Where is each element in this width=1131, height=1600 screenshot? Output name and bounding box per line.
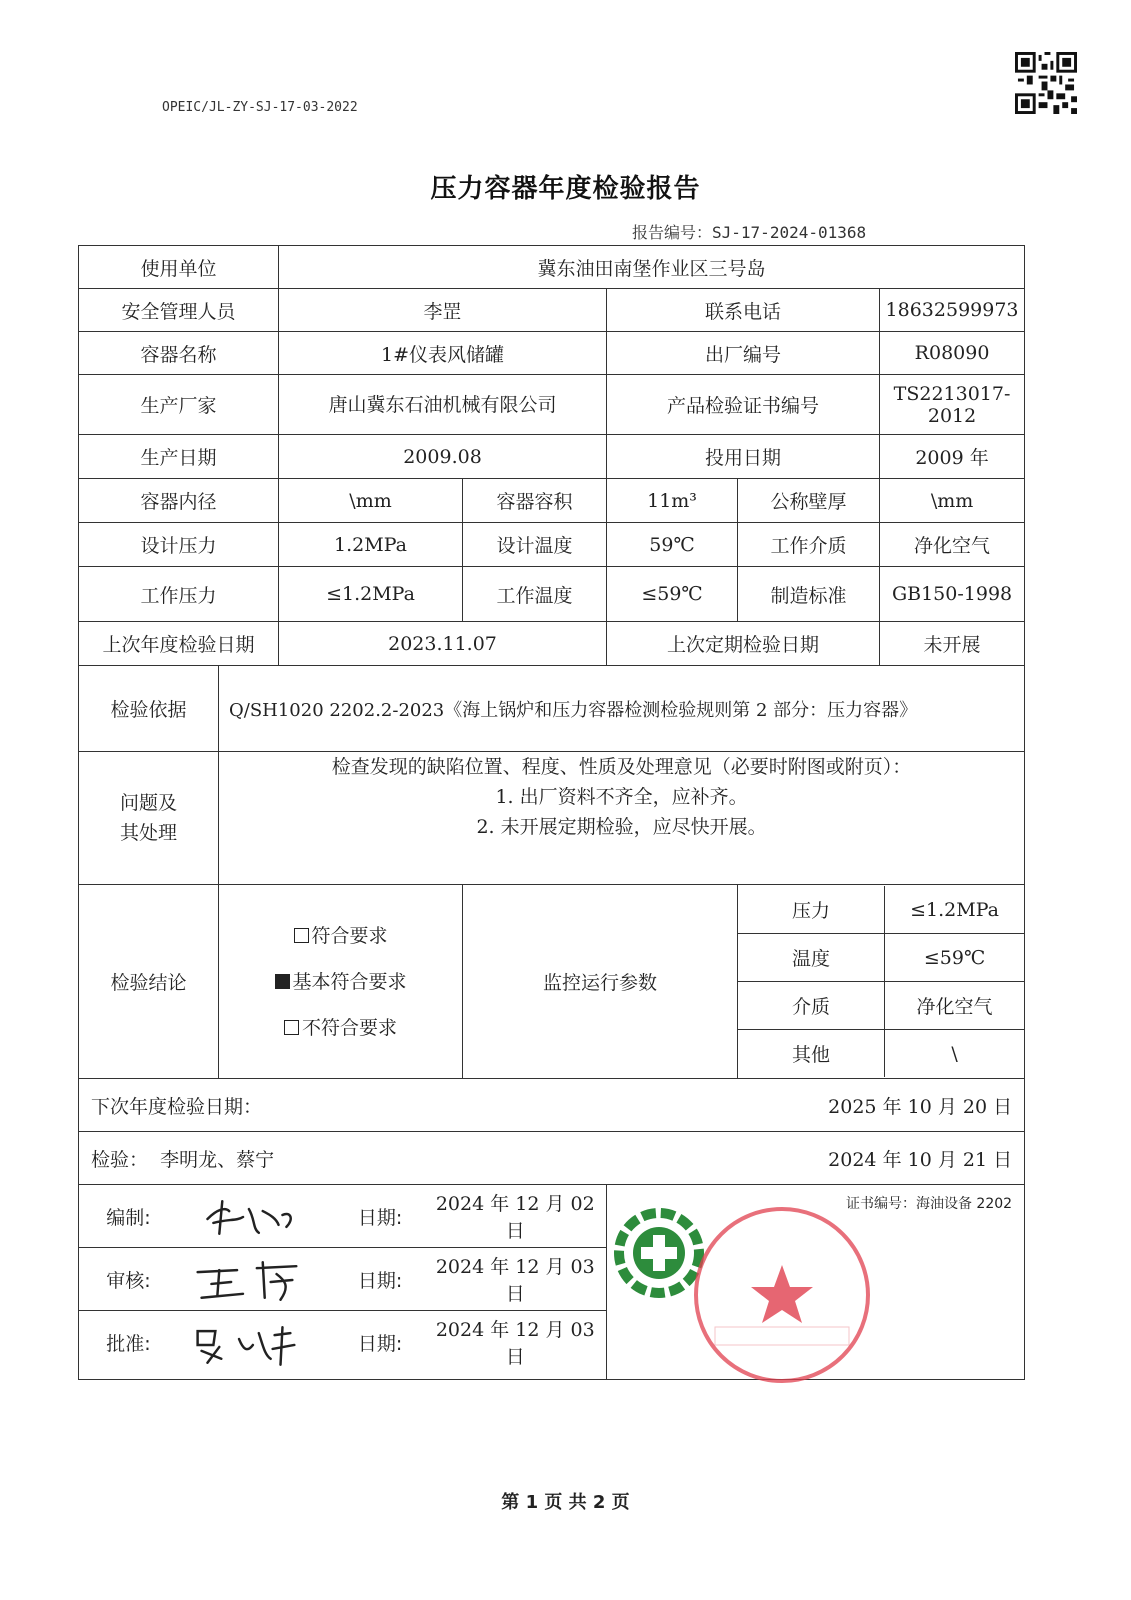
param-pressure-label: 压力 [738, 886, 885, 934]
work-temp-value: ≤59℃ [607, 567, 738, 622]
inspect-date: 2024 年 10 月 21 日 [828, 1148, 1013, 1171]
prepared-signature [168, 1189, 336, 1244]
monitor-params [738, 885, 1025, 1079]
last-annual-value: 2023.11.07 [279, 622, 607, 666]
issue-item: 2. 未开展定期检验，应尽快开展。 [476, 816, 767, 838]
medium-value: 净化空气 [880, 523, 1025, 567]
prepared-date-label: 日期: [357, 1206, 403, 1229]
option-compliant[interactable] [223, 913, 458, 959]
design-pressure-label: 设计压力 [79, 523, 279, 567]
design-temp-label: 设计温度 [463, 523, 607, 567]
prod-date-value: 2009.08 [279, 435, 607, 479]
checkbox-unchecked-icon[interactable] [284, 1020, 299, 1035]
prepared-row [79, 1185, 606, 1248]
standard-value: GB150-1998 [880, 567, 1025, 622]
conclusion-options [219, 885, 463, 1079]
work-pressure-value: ≤1.2MPa [279, 567, 463, 622]
design-temp-value: 59℃ [607, 523, 738, 567]
use-date-value: 2009 年 [880, 435, 1025, 479]
page-footer: 第 1 页 共 2 页 [501, 1492, 630, 1513]
option-noncompliant-label: 不符合要求 [302, 1016, 398, 1039]
option-basically-compliant[interactable] [223, 959, 458, 1005]
checkbox-unchecked-icon[interactable] [294, 928, 309, 943]
volume-label: 容器容积 [463, 479, 607, 523]
reviewed-label: 审核: [106, 1269, 151, 1292]
user-unit-label: 使用单位 [79, 246, 279, 289]
next-date-value: 2025 年 10 月 20 日 [828, 1095, 1013, 1118]
param-medium-label: 介质 [738, 982, 885, 1030]
use-date-label: 投用日期 [607, 435, 880, 479]
reviewed-row [79, 1248, 606, 1311]
manufacturer-value: 唐山冀东石油机械有限公司 [279, 375, 607, 435]
vessel-name-value: 1#仪表风储罐 [279, 332, 607, 375]
phone-value: 18632599973 [880, 289, 1025, 332]
factory-no-label: 出厂编号 [607, 332, 880, 375]
volume-value: 11m³ [607, 479, 738, 523]
user-unit-value: 冀东油田南堡作业区三号岛 [279, 246, 1025, 289]
safety-manager-label: 安全管理人员 [79, 289, 279, 332]
prepared-label: 编制: [106, 1206, 151, 1229]
param-temp-label: 温度 [738, 934, 885, 982]
signature-block [79, 1185, 607, 1380]
prod-date-label: 生产日期 [79, 435, 279, 479]
param-other-value: \ [885, 1030, 1025, 1078]
report-title: 压力容器年度检验报告 [430, 174, 701, 204]
company-seal-icon [667, 1199, 897, 1384]
report-number-value: SJ-17-2024-01368 [712, 223, 867, 242]
cert-value: TS2213017-2012 [880, 375, 1025, 435]
reviewed-signature [168, 1252, 336, 1307]
issues-intro: 检查发现的缺陷位置、程度、性质及处理意见（必要时附图或附页）： [331, 756, 912, 778]
option-compliant-label: 符合要求 [311, 924, 388, 947]
last-annual-label: 上次年度检验日期 [79, 622, 279, 666]
work-temp-label: 工作温度 [463, 567, 607, 622]
next-date-label: 下次年度检验日期： [91, 1095, 263, 1118]
design-pressure-value: 1.2MPa [279, 523, 463, 567]
issues-content [219, 752, 1025, 885]
inspector-label: 检验： [91, 1148, 149, 1171]
param-medium-value: 净化空气 [885, 982, 1025, 1030]
approved-signature [168, 1315, 336, 1370]
standard-label: 制造标准 [738, 567, 880, 622]
manufacturer-label: 生产厂家 [79, 375, 279, 435]
qr-code-icon [1015, 52, 1077, 114]
vessel-name-label: 容器名称 [79, 332, 279, 375]
factory-no-value: R08090 [880, 332, 1025, 375]
param-pressure-value: ≤1.2MPa [885, 886, 1025, 934]
cert-label: 产品检验证书编号 [607, 375, 880, 435]
reviewed-date-label: 日期: [357, 1269, 403, 1292]
option-noncompliant[interactable] [223, 1005, 458, 1051]
seal-area [607, 1185, 1025, 1380]
basis-label: 检验依据 [79, 666, 219, 752]
issue-item: 1. 出厂资料不齐全，应补齐。 [495, 786, 748, 808]
issues-label-line1: 问题及 [119, 792, 177, 814]
wall-value: \mm [880, 479, 1025, 523]
safety-manager-value: 李罡 [279, 289, 607, 332]
cert-number: 证书编号：海油设备 2202 [845, 1196, 1013, 1212]
report-number-label: 报告编号： [632, 223, 713, 242]
issues-label-line2: 其处理 [119, 822, 177, 844]
inspection-table [78, 245, 1025, 1380]
work-pressure-label: 工作压力 [79, 567, 279, 622]
checkbox-checked-icon[interactable] [275, 974, 290, 989]
monitor-label: 监控运行参数 [463, 885, 738, 1079]
next-inspection-row [79, 1079, 1025, 1132]
basis-value: Q/SH1020 2202.2-2023《海上锅炉和压力容器检测检验规则第 2 部分：压力容器》 [219, 666, 1025, 752]
wall-label: 公称壁厚 [738, 479, 880, 523]
report-number [632, 220, 866, 243]
param-other-label: 其他 [738, 1030, 885, 1078]
conclusion-label: 检验结论 [79, 885, 219, 1079]
issues-label [79, 752, 219, 885]
param-temp-value: ≤59℃ [885, 934, 1025, 982]
last-periodic-label: 上次定期检验日期 [607, 622, 880, 666]
phone-label: 联系电话 [607, 289, 880, 332]
approved-row [79, 1311, 606, 1373]
option-basically-compliant-label: 基本符合要求 [292, 970, 407, 993]
medium-label: 工作介质 [738, 523, 880, 567]
approved-date-label: 日期: [357, 1332, 403, 1355]
inspector-names: 李明龙、蔡宁 [160, 1148, 275, 1171]
document-code: OPEIC/JL-ZY-SJ-17-03-2022 [162, 100, 358, 115]
prepared-date: 2024 年 12 月 02 日 [435, 1193, 595, 1242]
reviewed-date: 2024 年 12 月 03 日 [435, 1256, 595, 1305]
last-periodic-value: 未开展 [880, 622, 1025, 666]
inner-diam-label: 容器内径 [79, 479, 279, 523]
inner-diam-value: \mm [279, 479, 463, 523]
inspector-row [79, 1132, 1025, 1185]
approved-date: 2024 年 12 月 03 日 [435, 1319, 595, 1368]
approved-label: 批准: [106, 1332, 151, 1355]
